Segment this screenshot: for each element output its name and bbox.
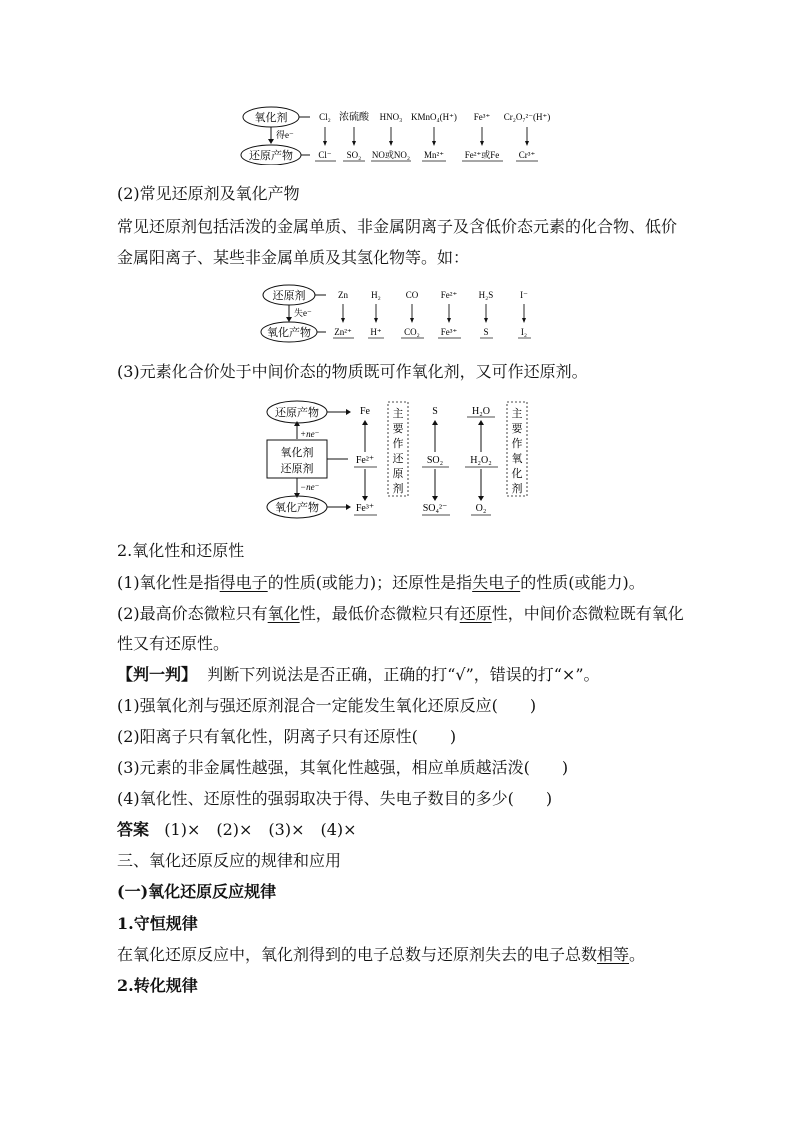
d3-reduction-product: 还原产物	[275, 407, 319, 419]
oxidation-product-4: Fe³⁺	[440, 327, 458, 337]
judge-instruction-text: 判断下列说法是否正确，正确的打“√”，错误的打“×”。	[207, 665, 600, 684]
sulfur-label: S	[432, 406, 438, 417]
law-1-title: 1.守恒规律	[117, 914, 198, 933]
reductant-top-1: Zn	[338, 290, 348, 300]
oxidant-top-6: Cr₂O₇²⁻(H⁺)	[503, 112, 551, 122]
judge-item-2: (2)阳离子只有氧化性，阴离子只有还原性( )	[117, 727, 457, 746]
box-reductant-char-4: 还	[392, 453, 404, 465]
reductant-label: 还原剂	[272, 290, 306, 302]
oxidant-top-1: Cl₂	[319, 112, 331, 122]
judge-label: 【判一判】	[117, 665, 198, 684]
d3-oxidation-product: 氧化产物	[275, 502, 319, 514]
definition-paragraph-1	[117, 572, 687, 594]
box-reductant-char-2: 要	[392, 423, 404, 435]
box-oxidant-char-4: 氧	[511, 453, 523, 465]
box-oxidant-char-5: 化	[511, 468, 523, 480]
section-3-title: 三、氧化还原反应的规律和应用	[117, 851, 342, 870]
oxidation-product-6: I₂	[520, 327, 528, 337]
judge-item-3: (3)元素的非金属性越强，其氧化性越强，相应单质越活泼( )	[117, 758, 569, 777]
oxidation-product-3: CO₂	[404, 327, 420, 337]
answer-text: (1)× (2)× (3)× (4)×	[164, 820, 357, 839]
section-2-title: (2)常见还原剂及氧化产物	[117, 184, 300, 203]
oxidant-label: 氧化剂	[254, 112, 288, 124]
ferrous-ion-label: Fe²⁺	[355, 455, 375, 466]
reduction-product-3: NO或NO₂	[371, 150, 411, 160]
oxidation-product-2: H⁺	[370, 327, 382, 337]
box-reductant-char-5: 原	[392, 468, 404, 480]
box-reductant-char-6: 剂	[392, 483, 404, 495]
box-oxidant-char-1: 主	[511, 408, 523, 420]
gain-electron-label: 得e⁻	[276, 130, 294, 140]
oxidant-columns	[315, 110, 550, 161]
center-oxidant: 氧化剂	[280, 447, 314, 459]
oxidant-diagram	[238, 103, 568, 165]
oxidation-product-5: S	[483, 327, 489, 337]
box-oxidant-char-6: 剂	[511, 483, 523, 495]
judge-item-1: (1)强氧化剂与强还原剂混合一定能发生氧化还原反应( )	[117, 696, 537, 715]
law-1-text-part-a: 在氧化还原反应中，氧化剂得到的电子总数与还原剂失去的电子总数	[117, 945, 598, 964]
definition-2-part-a: (2)最高价态微粒只有	[117, 604, 268, 623]
subsection-oxidizing-reducing-title: 2.氧化性和还原性	[117, 541, 245, 560]
definition-1-part-b: 的性质(或能力)；还原性是指	[267, 573, 473, 592]
law-2-title: 2.转化规律	[117, 976, 198, 995]
box-reductant-char-1: 主	[392, 408, 404, 420]
definition-2-underline-2: 还原	[459, 604, 492, 623]
definition-1-part-c: 的性质(或能力)。	[520, 573, 645, 592]
law-1-text	[117, 944, 687, 966]
sulfur-dioxide-label: SO₂	[426, 455, 444, 466]
reductant-top-3: CO	[405, 290, 419, 300]
definition-paragraph-2-line2: 性又有还原性。	[117, 634, 230, 653]
law-1-underline: 相等	[597, 945, 630, 964]
law-1-text-part-b: 。	[629, 945, 646, 964]
reduction-product-label: 还原产物	[249, 150, 293, 162]
box-oxidant-char-2: 要	[511, 423, 523, 435]
answer-label: 答案	[117, 820, 150, 839]
definition-1-underline-1: 得电子	[219, 573, 268, 592]
subsection-rules-title: (一)氧化还原反应规律	[117, 882, 277, 901]
reductant-columns	[333, 290, 531, 338]
box-reductant-char-3: 作	[392, 438, 404, 450]
oxidant-top-5: Fe³⁺	[473, 112, 491, 122]
reduction-product-2: SO₂	[346, 150, 362, 160]
paragraph-reductants-line2: 金属阳离子、某些非金属单质及其氢化物等。如：	[117, 248, 470, 267]
box-oxidant-char-3: 作	[511, 438, 523, 450]
oxidant-top-2: 浓硫酸	[339, 112, 369, 123]
section-3-text: (3)元素化合价处于中间价态的物质既可作氧化剂，又可作还原剂。	[117, 362, 588, 381]
water-label: H₂O	[472, 406, 490, 417]
judge-instruction	[117, 664, 687, 686]
reduction-product-5: Fe²⁺或Fe	[464, 150, 500, 160]
oxidation-product-1: Zn²⁺	[334, 327, 352, 337]
sulfate-label: SO₄²⁻	[422, 503, 448, 514]
paragraph-reductants-line1: 常见还原剂包括活泼的金属单质、非金属阴离子及含低价态元素的化合物、低价	[117, 217, 678, 236]
reductant-top-4: Fe²⁺	[440, 290, 458, 300]
definition-2-part-b: 性，最低价态微粒只有	[299, 604, 460, 623]
oxygen-label: O₂	[475, 503, 487, 514]
answer-line	[117, 819, 687, 841]
lose-electron-label: 失e⁻	[294, 308, 312, 318]
hydrogen-peroxide-label: H₂O₂	[470, 455, 492, 466]
reductant-diagram	[258, 282, 548, 344]
oxidation-product-label: 氧化产物	[267, 327, 311, 339]
reductant-top-2: H₂	[371, 290, 381, 300]
definition-1-part-a: (1)氧化性是指	[117, 573, 220, 592]
ferric-ion-label: Fe³⁺	[355, 503, 375, 514]
intermediate-valence-diagram	[262, 395, 542, 523]
judge-item-4: (4)氧化性、还原性的强弱取决于得、失电子数目的多少( )	[117, 789, 553, 808]
definition-2-underline-1: 氧化	[267, 604, 300, 623]
oxidant-top-3: HNO₃	[379, 112, 403, 122]
reduction-product-6: Cr³⁺	[518, 150, 536, 160]
reduction-product-4: Mn²⁺	[424, 150, 444, 160]
definition-2-part-c: 性，中间价态微粒既有氧化	[491, 604, 684, 623]
oxidant-top-4: KMnO₄(H⁺)	[411, 112, 457, 122]
definition-paragraph-2-line1	[117, 603, 687, 625]
minus-electron-label: −ne⁻	[300, 482, 320, 492]
definition-1-underline-2: 失电子	[472, 573, 521, 592]
reductant-top-6: I⁻	[520, 290, 528, 300]
reduction-product-1: Cl⁻	[318, 150, 332, 160]
iron-label: Fe	[360, 406, 370, 417]
center-reductant: 还原剂	[280, 463, 314, 475]
plus-electron-label: +ne⁻	[300, 429, 320, 439]
reductant-top-5: H₂S	[478, 290, 494, 300]
